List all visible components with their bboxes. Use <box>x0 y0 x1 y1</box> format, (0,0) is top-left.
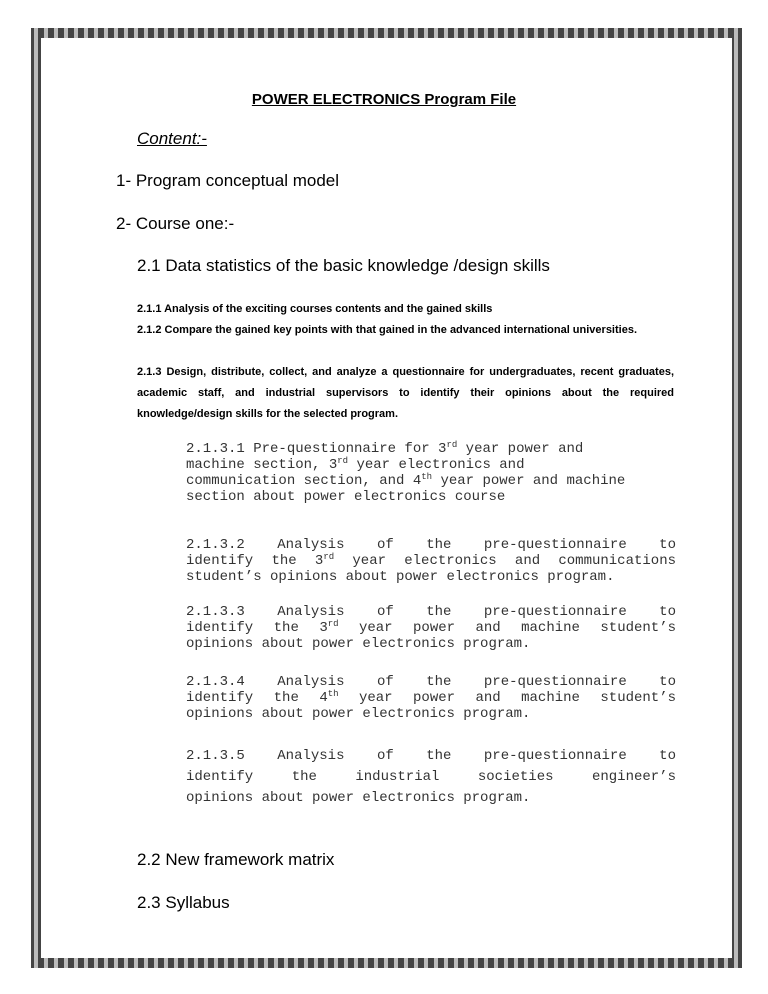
paragraph-line: 2.1.3.4 Analysis of the pre-questionnaire to <box>186 674 676 690</box>
list-item-course-one: 2- Course one:- <box>116 214 235 233</box>
paragraph-line: section about power electronics course <box>186 489 506 505</box>
section-2-1-heading: 2.1 Data statistics of the basic knowledge /design skills <box>137 256 550 275</box>
paragraph-2-1-3-5 <box>186 746 676 809</box>
paragraph-line: communication section, and 4th year power and machine <box>186 472 626 489</box>
paragraph-2-1-3-4 <box>186 674 676 722</box>
paragraph-2-1-3-3 <box>186 604 676 652</box>
paragraph-line: 2.1.3.5 Analysis of the pre-questionnaire to <box>186 748 676 764</box>
paragraph-line: machine section, 3rd year electronics and <box>186 456 525 473</box>
paragraph-2-1-3-1 <box>186 441 676 505</box>
section-2-3-heading: 2.3 Syllabus <box>137 893 230 912</box>
content-heading: Content:- <box>137 129 207 148</box>
paragraph-line: identify the 3rd year electronics and communications <box>186 552 676 569</box>
subsection-2-1-1: 2.1.1 Analysis of the exciting courses contents and the gained skills <box>137 303 493 315</box>
subsection-2-1-3: 2.1.3 Design, distribute, collect, and analyze a questionnaire for undergraduates, recent graduates, academic staff, and industrial supervisors to identify their opinions about the required knowledge/design skills for the selected program. <box>137 366 674 420</box>
section-2-2-heading: 2.2 New framework matrix <box>137 850 335 869</box>
paragraph-line: opinions about power electronics program. <box>186 790 531 806</box>
document-title: POWER ELECTRONICS Program File <box>251 91 517 108</box>
paragraph-line: identify the 3rd year power and machine student’s <box>186 619 676 636</box>
paragraph-line: 2.1.3.3 Analysis of the pre-questionnaire to <box>186 604 676 620</box>
paragraph-2-1-3-2 <box>186 537 676 585</box>
paragraph-line: student’s opinions about power electronics program. <box>186 569 615 585</box>
paragraph-line: identify the industrial societies engineer’s <box>186 769 676 785</box>
paragraph-line: identify the 4th year power and machine student’s <box>186 689 676 706</box>
paragraph-line: opinions about power electronics program. <box>186 636 531 652</box>
paragraph-line: 2.1.3.1 Pre-questionnaire for 3rd year power and <box>186 440 584 457</box>
subsection-2-1-2: 2.1.2 Compare the gained key points with that gained in the advanced international universities. <box>137 324 638 336</box>
list-item-program-model: 1- Program conceptual model <box>116 171 340 190</box>
paragraph-line: 2.1.3.2 Analysis of the pre-questionnaire to <box>186 537 676 553</box>
paragraph-line: opinions about power electronics program. <box>186 706 531 722</box>
